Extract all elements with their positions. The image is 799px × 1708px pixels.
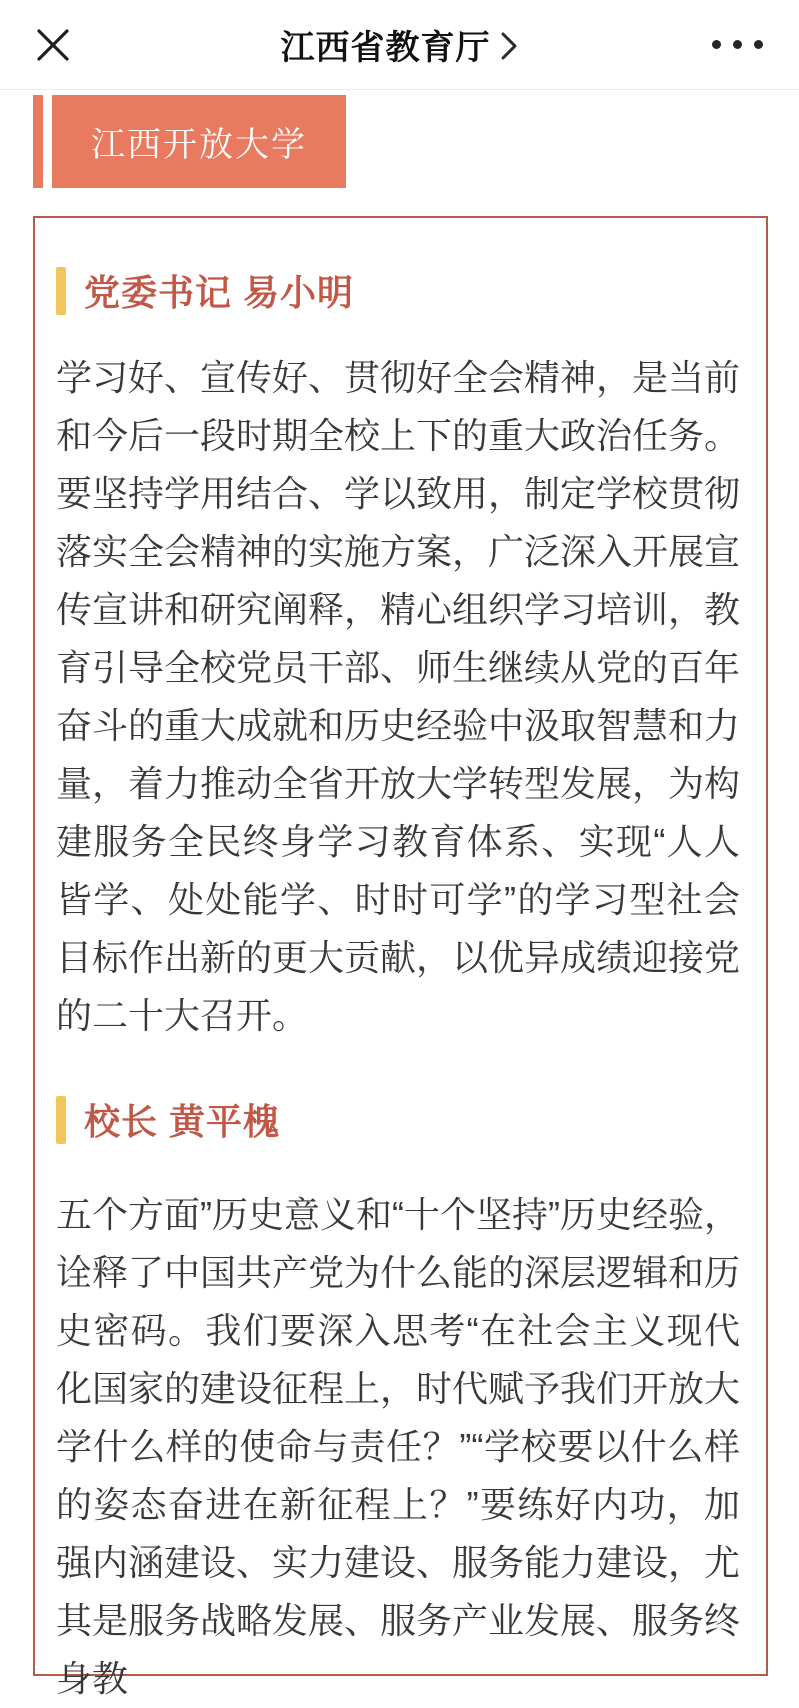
section-heading-secretary bbox=[56, 265, 740, 316]
banner-row bbox=[0, 95, 799, 188]
heading-bar-icon bbox=[56, 1096, 66, 1144]
official-account-title[interactable]: 江西省教育厅 bbox=[280, 29, 491, 67]
banner-accent-bar bbox=[33, 95, 43, 188]
more-menu-icon bbox=[712, 40, 721, 49]
more-menu-icon bbox=[733, 40, 742, 49]
heading-bar-icon bbox=[56, 267, 66, 315]
university-banner: 江西开放大学 bbox=[52, 95, 346, 188]
section-paragraph: 学习好、宣传好、贯彻好全会精神，是当前和今后一段时期全校上下的重大政治任务。要坚持学用结合、学以致用，制定学校贯彻落实全会精神的实施方案，广泛深入开展宣传宣讲和研究阐释，精心组织学习培训，教育引导全校党员干部、师生继续从党的百年奋斗的重大成就和历史经验中汲取智慧和力量，着力推动全省开放大学转型发展，为构建服务全民终身学习教育体系、实现“人人皆学、处处能学、时时可学”的学习型社会目标作出新的更大贡献，以优异成绩迎接党的二十大召开。 bbox=[56, 357, 741, 1036]
section-heading-president bbox=[56, 1094, 740, 1145]
section-heading-label: 党委书记 易小明 bbox=[84, 272, 355, 313]
navbar-title-group bbox=[0, 0, 799, 89]
section-paragraph: 五个方面”历史意义和“十个坚持”历史经验，诠释了中国共产党为什么能的深层逻辑和历史密码。我们要深入思考“在社会主义现代化国家的建设征程上，时代赋予我们开放大学什么样的使命与责任？”“学校要以什么样的姿态奋进在新征程上？”要练好内功，加强内涵建设、实力建设、服务能力建设，尤其是服务战略发展、服务产业发展、服务终身教 bbox=[56, 1194, 741, 1699]
navbar bbox=[0, 0, 799, 90]
section-heading-label: 校长 黄平槐 bbox=[84, 1101, 281, 1142]
more-menu-icon bbox=[754, 40, 763, 49]
close-button[interactable] bbox=[30, 22, 76, 68]
article-box bbox=[33, 216, 768, 1699]
chevron-right-icon[interactable] bbox=[499, 30, 519, 62]
more-menu-button[interactable] bbox=[710, 0, 765, 89]
close-icon bbox=[34, 26, 72, 64]
